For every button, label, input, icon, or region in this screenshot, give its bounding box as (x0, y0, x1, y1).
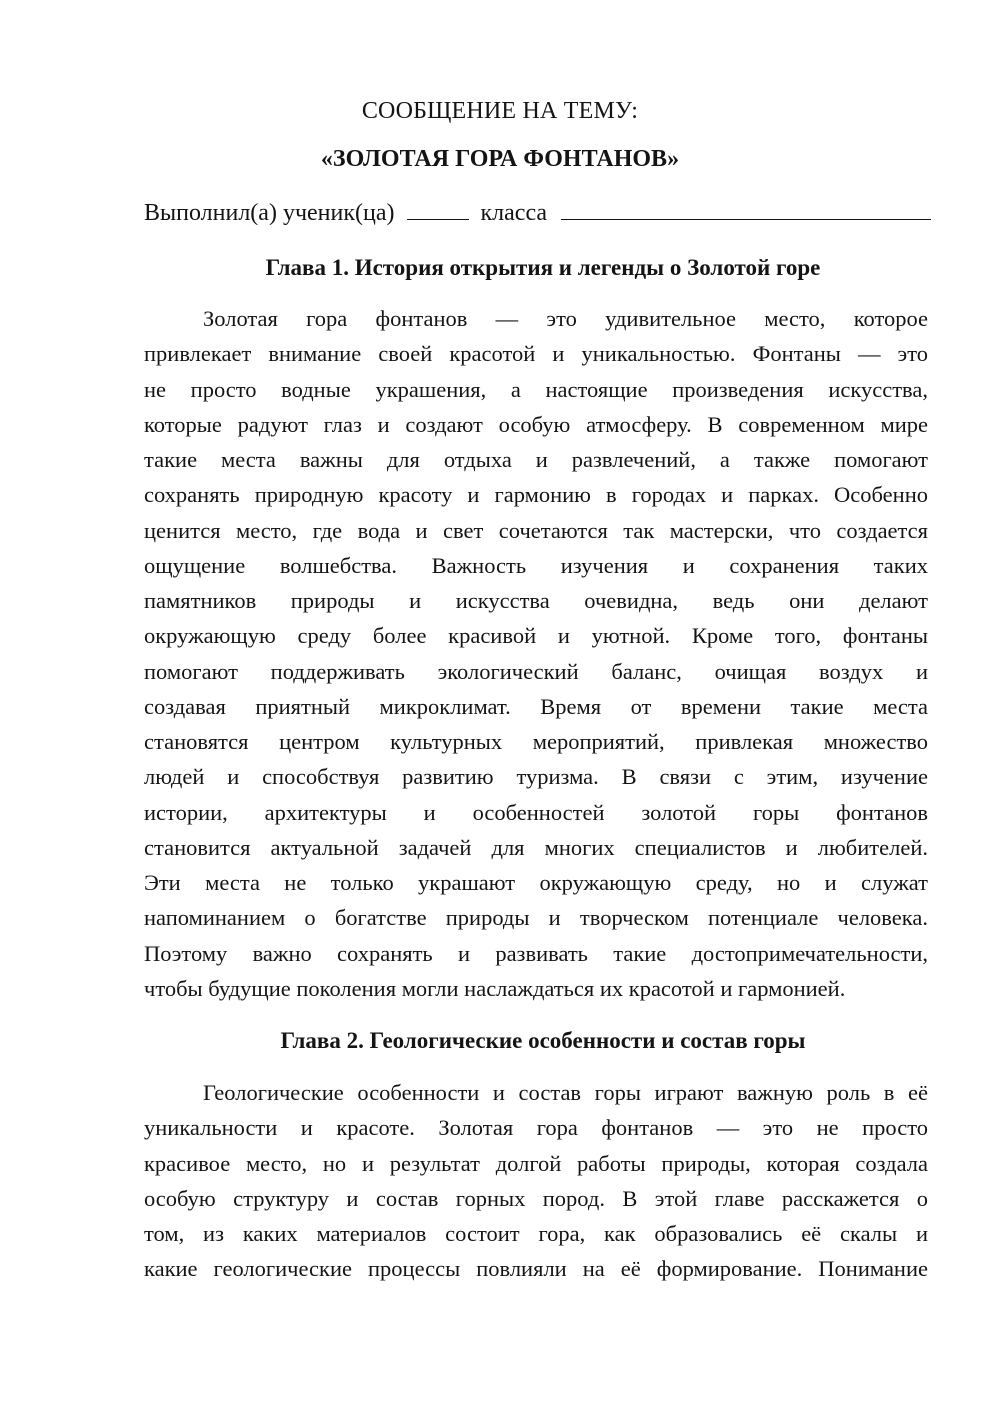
paragraph-line: становятся центром культурных мероприятий, привлекая множество (144, 729, 928, 754)
student-name-blank (561, 198, 931, 220)
paragraph-line: напоминанием о богатстве природы и творческом потенциале человека. (144, 905, 928, 931)
paragraph-line: Эти места не только украшают окружающую среду, но и служат (144, 870, 928, 895)
paragraph-line: сохранять природную красоту и гармонию в городах и парках. Особенно (144, 482, 928, 508)
paragraph-line: людей и способствуя развитию туризма. В связи с этим, изучение (144, 764, 928, 790)
paragraph-line: такие места важны для отдыха и развлечений, а также помогают (144, 447, 928, 472)
class-number-blank (407, 198, 469, 220)
paragraph-line: не просто водные украшения, а настоящие произведения искусства, (144, 376, 928, 402)
paragraph-line: Геологические особенности и состав горы играют важную роль в её (203, 1080, 928, 1105)
paragraph-line: Золотая гора фонтанов — это удивительное место, которое (203, 306, 928, 331)
paragraph-line: которые радуют глаз и создают особую атмосферу. В современном мире (144, 411, 928, 437)
paragraph-line: чтобы будущие поколения могли наслаждаться их красотой и гармонией. (144, 975, 846, 1001)
paragraph-line: уникальности и красоте. Золотая гора фонтанов — это не просто (144, 1115, 928, 1141)
paragraph-line: привлекает внимание своей красотой и уникальностью. Фонтаны — это (144, 341, 928, 367)
paragraph-line: помогают поддерживать экологический баланс, очищая воздух и (144, 658, 928, 684)
paragraph-line: истории, архитектуры и особенностей золотой горы фонтанов (144, 799, 928, 825)
chapter-1-heading: Глава 1. История открытия и легенды о Золотой горе (265, 255, 821, 280)
author-line (144, 198, 931, 228)
paragraph-line: ощущение волшебства. Важность изучения и сохранения таких (144, 552, 928, 578)
document-title-topic: «ЗОЛОТАЯ ГОРА ФОНТАНОВ» (320, 146, 680, 172)
paragraph-line: особую структуру и состав горных пород. В этой главе расскажется о (144, 1185, 928, 1211)
chapter-2-paragraph (144, 1075, 928, 1287)
author-class-label: класса (480, 200, 548, 226)
author-performed-label: Выполнил(а) ученик(ца) (144, 200, 395, 226)
paragraph-line: создавая приятный микроклимат. Время от времени такие места (144, 693, 928, 719)
document-title-line-1: СООБЩЕНИЕ НА ТЕМУ: (361, 98, 639, 124)
paragraph-line: Поэтому важно сохранять и развивать такие достопримечательности, (144, 940, 928, 966)
paragraph-line: становится актуальной задачей для многих специалистов и любителей. (144, 834, 928, 860)
chapter-1-paragraph (144, 301, 928, 1006)
paragraph-line: том, из каких материалов состоит гора, как образовались её скалы и (144, 1221, 928, 1246)
chapter-2-heading: Глава 2. Геологические особенности и состав горы (280, 1028, 806, 1053)
paragraph-line: какие геологические процессы повлияли на её формирование. Понимание (144, 1256, 928, 1282)
paragraph-line: красивое место, но и результат долгой работы природы, которая создала (144, 1150, 928, 1176)
paragraph-line: памятников природы и искусства очевидна, ведь они делают (144, 588, 928, 613)
paragraph-line: окружающую среду более красивой и уютной. Кроме того, фонтаны (144, 623, 928, 649)
paragraph-line: ценится место, где вода и свет сочетаются так мастерски, что создается (144, 517, 928, 543)
